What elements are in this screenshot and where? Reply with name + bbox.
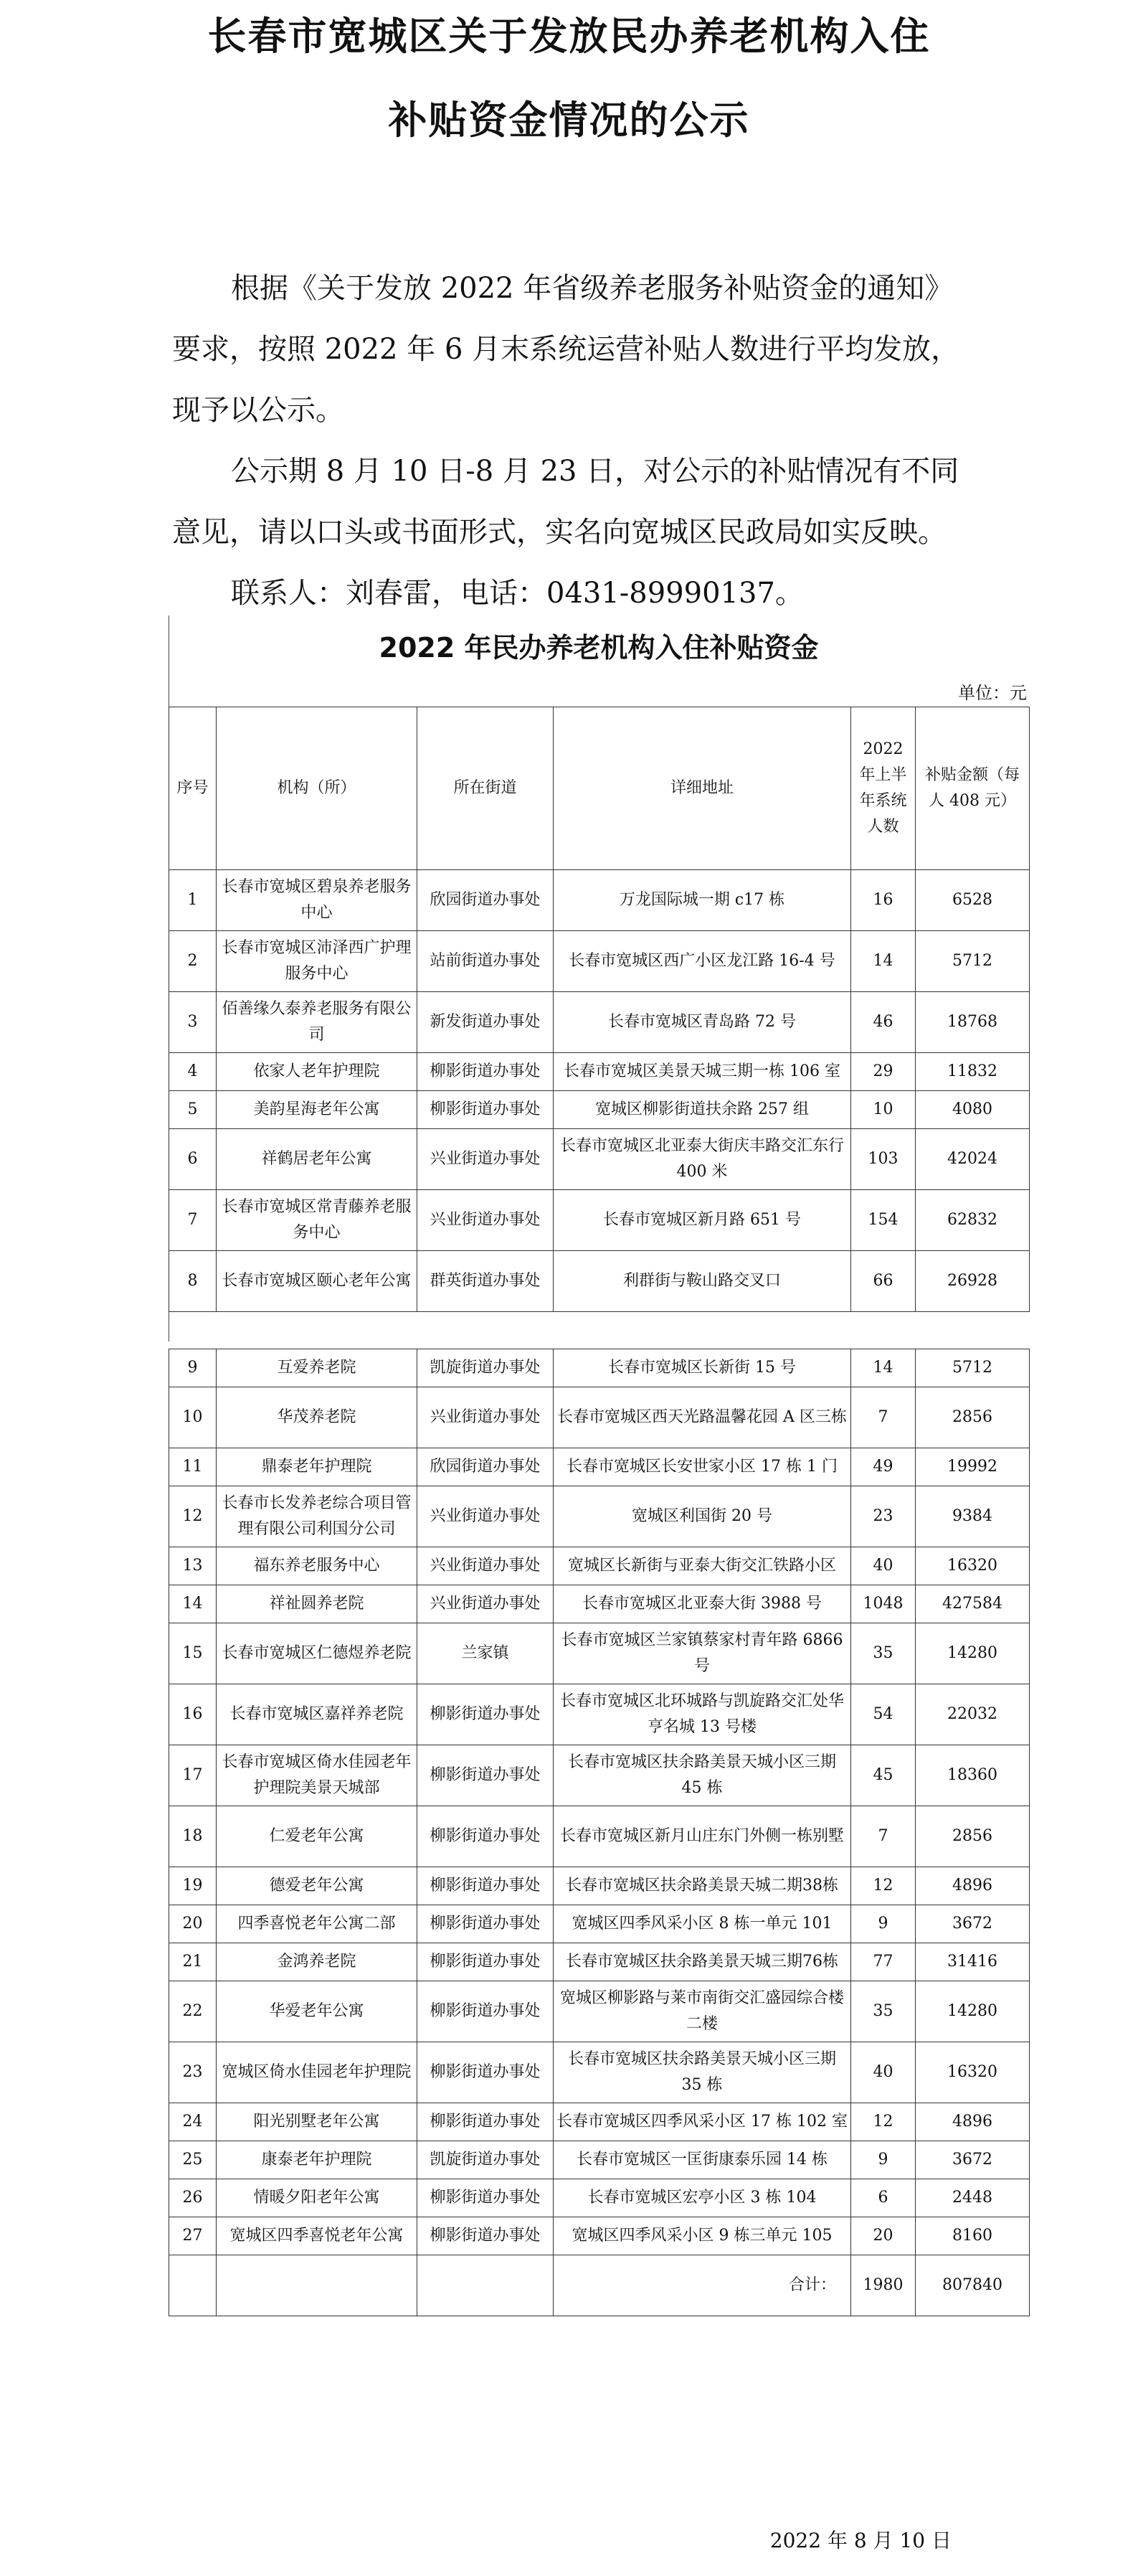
cell-address: 宽城区四季风采小区 9 栋三单元 105 — [554, 2217, 851, 2255]
cell-street: 兴业街道办事处 — [417, 1547, 554, 1585]
header-amount: 补贴金额（每人 408 元） — [916, 707, 1030, 870]
table-row — [169, 992, 1030, 1053]
cell-address: 长春市宽城区新月山庄东门外侧一栋别墅 — [554, 1806, 851, 1867]
cell-count: 14 — [851, 1349, 916, 1387]
cell-amount: 18360 — [916, 1745, 1030, 1806]
cell-address: 长春市宽城区宏亭小区 3 栋 104 — [554, 2179, 851, 2217]
cell-street: 欣园街道办事处 — [417, 1448, 554, 1486]
cell-count: 16 — [851, 870, 916, 931]
cell-count: 40 — [851, 2042, 916, 2103]
cell-address: 长春市宽城区四季风采小区 17 栋 102 室 — [554, 2103, 851, 2141]
header-street: 所在街道 — [417, 707, 554, 870]
cell-amount: 42024 — [916, 1129, 1030, 1190]
cell-amount: 5712 — [916, 931, 1030, 992]
cell-street: 兰家镇 — [417, 1623, 554, 1684]
total-label: 合计： — [554, 2255, 851, 2316]
cell-index: 17 — [169, 1745, 217, 1806]
cell-institution: 长春市宽城区倚水佳园老年护理院美景天城部 — [217, 1745, 417, 1806]
cell-index: 3 — [169, 992, 217, 1053]
cell-amount: 31416 — [916, 1943, 1030, 1981]
cell-index: 13 — [169, 1547, 217, 1585]
cell-amount: 16320 — [916, 2042, 1030, 2103]
cell-address: 利群街与鞍山路交叉口 — [554, 1251, 851, 1312]
header-count: 2022 年上半年系统人数 — [851, 707, 916, 870]
cell-amount: 4080 — [916, 1091, 1030, 1129]
table-row — [169, 1547, 1030, 1585]
cell-address: 宽城区利国街 20 号 — [554, 1486, 851, 1547]
cell-street: 柳影街道办事处 — [417, 2042, 554, 2103]
cell-amount: 4896 — [916, 2103, 1030, 2141]
cell-street: 新发街道办事处 — [417, 992, 554, 1053]
table-row — [169, 1448, 1030, 1486]
document-title-line2: 补贴资金情况的公示 — [388, 98, 750, 143]
cell-address: 长春市宽城区扶余路美景天城二期38栋 — [554, 1867, 851, 1905]
cell-amount: 2856 — [916, 1806, 1030, 1867]
cell-address: 长春市宽城区扶余路美景天城小区三期 45 栋 — [554, 1745, 851, 1806]
cell-count: 1048 — [851, 1585, 916, 1623]
cell-institution: 康泰老年护理院 — [217, 2141, 417, 2179]
table-row — [169, 931, 1030, 992]
cell-institution: 长春市宽城区沛泽西广护理服务中心 — [217, 931, 417, 992]
cell-address: 长春市宽城区扶余路美景天城小区三期 35 栋 — [554, 2042, 851, 2103]
cell-amount: 18768 — [916, 992, 1030, 1053]
table-row — [169, 1349, 1030, 1387]
table-row — [169, 1585, 1030, 1623]
table-row — [169, 2179, 1030, 2217]
cell-amount: 22032 — [916, 1684, 1030, 1745]
cell-amount: 3672 — [916, 2141, 1030, 2179]
cell-count: 7 — [851, 1387, 916, 1448]
paragraph-line-3: 现予以公示。 — [172, 394, 344, 427]
cell-index: 16 — [169, 1684, 217, 1745]
cell-count: 10 — [851, 1091, 916, 1129]
cell-index: 19 — [169, 1867, 217, 1905]
cell-index: 11 — [169, 1448, 217, 1486]
cell-index: 8 — [169, 1251, 217, 1312]
cell-count: 77 — [851, 1943, 916, 1981]
cell-amount: 26928 — [916, 1251, 1030, 1312]
cell-address: 长春市宽城区一匡街康泰乐园 14 栋 — [554, 2141, 851, 2179]
cell-institution: 长春市宽城区仁德煜养老院 — [217, 1623, 417, 1684]
cell-count: 7 — [851, 1806, 916, 1867]
cell-count: 29 — [851, 1053, 916, 1091]
cell-street: 柳影街道办事处 — [417, 2179, 554, 2217]
cell-count: 6 — [851, 2179, 916, 2217]
cell-count: 40 — [851, 1547, 916, 1585]
cell-count: 12 — [851, 1867, 916, 1905]
table-row — [169, 2217, 1030, 2255]
cell-amount: 2448 — [916, 2179, 1030, 2217]
cell-count: 54 — [851, 1684, 916, 1745]
cell-index: 1 — [169, 870, 217, 931]
cell-address: 宽城区柳影路与莱市南街交汇盛园综合楼二楼 — [554, 1981, 851, 2042]
cell-index: 2 — [169, 931, 217, 992]
table-row — [169, 1486, 1030, 1547]
cell-street: 凯旋街道办事处 — [417, 1349, 554, 1387]
cell-street: 群英街道办事处 — [417, 1251, 554, 1312]
cell-index: 21 — [169, 1943, 217, 1981]
cell-index: 7 — [169, 1190, 217, 1251]
cell-amount: 3672 — [916, 1905, 1030, 1943]
cell-count: 35 — [851, 1623, 916, 1684]
cell-institution: 华茂养老院 — [217, 1387, 417, 1448]
cell-count: 35 — [851, 1981, 916, 2042]
document-date: 2022 年 8 月 10 日 — [769, 2529, 952, 2552]
document-title-line1: 长春市宽城区关于发放民办养老机构入住 — [207, 14, 931, 59]
paragraph-line-2: 要求，按照 2022 年 6 月末系统运营补贴人数进行平均发放， — [172, 333, 960, 366]
table-row — [169, 2103, 1030, 2141]
total-row — [169, 2255, 1030, 2316]
header-index: 序号 — [169, 707, 217, 870]
cell-count: 49 — [851, 1448, 916, 1486]
cell-count: 103 — [851, 1129, 916, 1190]
cell-institution: 长春市宽城区碧泉养老服务中心 — [217, 870, 417, 931]
cell-street: 柳影街道办事处 — [417, 1091, 554, 1129]
cell-amount: 427584 — [916, 1585, 1030, 1623]
unit-label: 单位：元 — [958, 683, 1027, 703]
cell-street: 凯旋街道办事处 — [417, 2141, 554, 2179]
empty-cell — [417, 2255, 554, 2316]
cell-institution: 祥祉圆养老院 — [217, 1585, 417, 1623]
cell-address: 长春市宽城区新月路 651 号 — [554, 1190, 851, 1251]
cell-institution: 情暖夕阳老年公寓 — [217, 2179, 417, 2217]
table-row — [169, 1745, 1030, 1806]
cell-street: 柳影街道办事处 — [417, 2103, 554, 2141]
cell-institution: 长春市宽城区常青藤养老服务中心 — [217, 1190, 417, 1251]
cell-count: 9 — [851, 2141, 916, 2179]
table-row — [169, 1623, 1030, 1684]
cell-count: 154 — [851, 1190, 916, 1251]
cell-amount: 5712 — [916, 1349, 1030, 1387]
cell-count: 23 — [851, 1486, 916, 1547]
cell-address: 万龙国际城一期 c17 栋 — [554, 870, 851, 931]
cell-index: 18 — [169, 1806, 217, 1867]
cell-count: 14 — [851, 931, 916, 992]
cell-count: 66 — [851, 1251, 916, 1312]
cell-index: 20 — [169, 1905, 217, 1943]
cell-amount: 9384 — [916, 1486, 1030, 1547]
table-row — [169, 1806, 1030, 1867]
cell-index: 22 — [169, 1981, 217, 2042]
cell-address: 宽城区四季风采小区 8 栋一单元 101 — [554, 1905, 851, 1943]
cell-institution: 宽城区四季喜悦老年公寓 — [217, 2217, 417, 2255]
subsidy-table-part2 — [169, 1349, 1030, 2316]
table-row — [169, 1387, 1030, 1448]
cell-institution: 美韵星海老年公寓 — [217, 1091, 417, 1129]
cell-address: 长春市宽城区西广小区龙江路 16-4 号 — [554, 931, 851, 992]
cell-street: 柳影街道办事处 — [417, 1867, 554, 1905]
table-row — [169, 1251, 1030, 1312]
table-header-row — [169, 707, 1030, 870]
cell-street: 柳影街道办事处 — [417, 2217, 554, 2255]
cell-amount: 19992 — [916, 1448, 1030, 1486]
cell-index: 14 — [169, 1585, 217, 1623]
cell-index: 24 — [169, 2103, 217, 2141]
cell-street: 柳影街道办事处 — [417, 1943, 554, 1981]
cell-count: 45 — [851, 1745, 916, 1806]
cell-institution: 互爱养老院 — [217, 1349, 417, 1387]
cell-institution: 阳光别墅老年公寓 — [217, 2103, 417, 2141]
paragraph-line-5: 意见，请以口头或书面形式，实名向宽城区民政局如实反映。 — [172, 516, 947, 549]
cell-address: 长春市宽城区长新街 15 号 — [554, 1349, 851, 1387]
table-row — [169, 870, 1030, 931]
cell-index: 26 — [169, 2179, 217, 2217]
cell-address: 长春市宽城区北环城路与凯旋路交汇处华亨名城 13 号楼 — [554, 1684, 851, 1745]
cell-street: 兴业街道办事处 — [417, 1129, 554, 1190]
cell-address: 宽城区柳影街道扶余路 257 组 — [554, 1091, 851, 1129]
cell-index: 25 — [169, 2141, 217, 2179]
cell-institution: 佰善缘久泰养老服务有限公司 — [217, 992, 417, 1053]
total-amount: 807840 — [916, 2255, 1030, 2316]
cell-institution: 德爱老年公寓 — [217, 1867, 417, 1905]
cell-count: 9 — [851, 1905, 916, 1943]
table-row — [169, 2042, 1030, 2103]
cell-institution: 长春市长发养老综合项目管理有限公司利国分公司 — [217, 1486, 417, 1547]
cell-street: 柳影街道办事处 — [417, 1684, 554, 1745]
cell-address: 长春市宽城区兰家镇蔡家村青年路 6866 号 — [554, 1623, 851, 1684]
cell-institution: 华爱老年公寓 — [217, 1981, 417, 2042]
cell-institution: 四季喜悦老年公寓二部 — [217, 1905, 417, 1943]
cell-institution: 仁爱老年公寓 — [217, 1806, 417, 1867]
cell-index: 6 — [169, 1129, 217, 1190]
cell-amount: 11832 — [916, 1053, 1030, 1091]
table-row — [169, 1981, 1030, 2042]
cell-street: 兴业街道办事处 — [417, 1190, 554, 1251]
cell-index: 15 — [169, 1623, 217, 1684]
cell-institution: 祥鹤居老年公寓 — [217, 1129, 417, 1190]
cell-street: 兴业街道办事处 — [417, 1387, 554, 1448]
cell-index: 5 — [169, 1091, 217, 1129]
cell-street: 柳影街道办事处 — [417, 1981, 554, 2042]
header-address: 详细地址 — [554, 707, 851, 870]
contact-line: 联系人：刘春雷，电话：0431-89990137。 — [231, 577, 804, 610]
cell-address: 长春市宽城区北亚泰大街 3988 号 — [554, 1585, 851, 1623]
cell-amount: 4896 — [916, 1867, 1030, 1905]
cell-institution: 长春市宽城区颐心老年公寓 — [217, 1251, 417, 1312]
table-row — [169, 1129, 1030, 1190]
total-count: 1980 — [851, 2255, 916, 2316]
cell-index: 23 — [169, 2042, 217, 2103]
cell-address: 长春市宽城区长安世家小区 17 栋 1 门 — [554, 1448, 851, 1486]
cell-index: 4 — [169, 1053, 217, 1091]
cell-institution: 长春市宽城区嘉祥养老院 — [217, 1684, 417, 1745]
cell-amount: 2856 — [916, 1387, 1030, 1448]
cell-amount: 62832 — [916, 1190, 1030, 1251]
table-row — [169, 1905, 1030, 1943]
cell-street: 柳影街道办事处 — [417, 1053, 554, 1091]
cell-institution: 金鸿养老院 — [217, 1943, 417, 1981]
cell-count: 20 — [851, 2217, 916, 2255]
table-row — [169, 1684, 1030, 1745]
empty-cell — [169, 2255, 217, 2316]
cell-amount: 16320 — [916, 1547, 1030, 1585]
cell-street: 兴业街道办事处 — [417, 1486, 554, 1547]
cell-institution: 依家人老年护理院 — [217, 1053, 417, 1091]
cell-street: 柳影街道办事处 — [417, 1806, 554, 1867]
cell-address: 长春市宽城区西天光路温馨花园 A 区三栋 — [554, 1387, 851, 1448]
table-row — [169, 1943, 1030, 1981]
cell-amount: 8160 — [916, 2217, 1030, 2255]
cell-street: 柳影街道办事处 — [417, 1905, 554, 1943]
table-row — [169, 1190, 1030, 1251]
cell-institution: 福东养老服务中心 — [217, 1547, 417, 1585]
cell-address: 长春市宽城区扶余路美景天城三期76栋 — [554, 1943, 851, 1981]
cell-institution: 宽城区倚水佳园老年护理院 — [217, 2042, 417, 2103]
table-title: 2022 年民办养老机构入住补贴资金 — [379, 632, 819, 664]
cell-count: 12 — [851, 2103, 916, 2141]
cell-institution: 鼎泰老年护理院 — [217, 1448, 417, 1486]
cell-street: 兴业街道办事处 — [417, 1585, 554, 1623]
cell-index: 10 — [169, 1387, 217, 1448]
empty-cell — [217, 2255, 417, 2316]
cell-address: 宽城区长新街与亚泰大街交汇铁路小区 — [554, 1547, 851, 1585]
paragraph-line-4: 公示期 8 月 10 日-8 月 23 日，对公示的补贴情况有不同 — [231, 455, 959, 488]
cell-address: 长春市宽城区北亚泰大街庆丰路交汇东行 400 米 — [554, 1129, 851, 1190]
cell-index: 12 — [169, 1486, 217, 1547]
cell-amount: 14280 — [916, 1623, 1030, 1684]
cell-amount: 6528 — [916, 870, 1030, 931]
cell-index: 9 — [169, 1349, 217, 1387]
cell-count: 46 — [851, 992, 916, 1053]
table-row — [169, 2141, 1030, 2179]
cell-street: 柳影街道办事处 — [417, 1745, 554, 1806]
table-row — [169, 1867, 1030, 1905]
subsidy-table-part1 — [169, 707, 1030, 1312]
cell-street: 欣园街道办事处 — [417, 870, 554, 931]
table-row — [169, 1091, 1030, 1129]
table-row — [169, 1053, 1030, 1091]
cell-address: 长春市宽城区青岛路 72 号 — [554, 992, 851, 1053]
cell-index: 27 — [169, 2217, 217, 2255]
header-institution: 机构（所） — [217, 707, 417, 870]
cell-street: 站前街道办事处 — [417, 931, 554, 992]
cell-amount: 14280 — [916, 1981, 1030, 2042]
paragraph-line-1: 根据《关于发放 2022 年省级养老服务补贴资金的通知》 — [231, 272, 954, 305]
cell-address: 长春市宽城区美景天城三期一栋 106 室 — [554, 1053, 851, 1091]
